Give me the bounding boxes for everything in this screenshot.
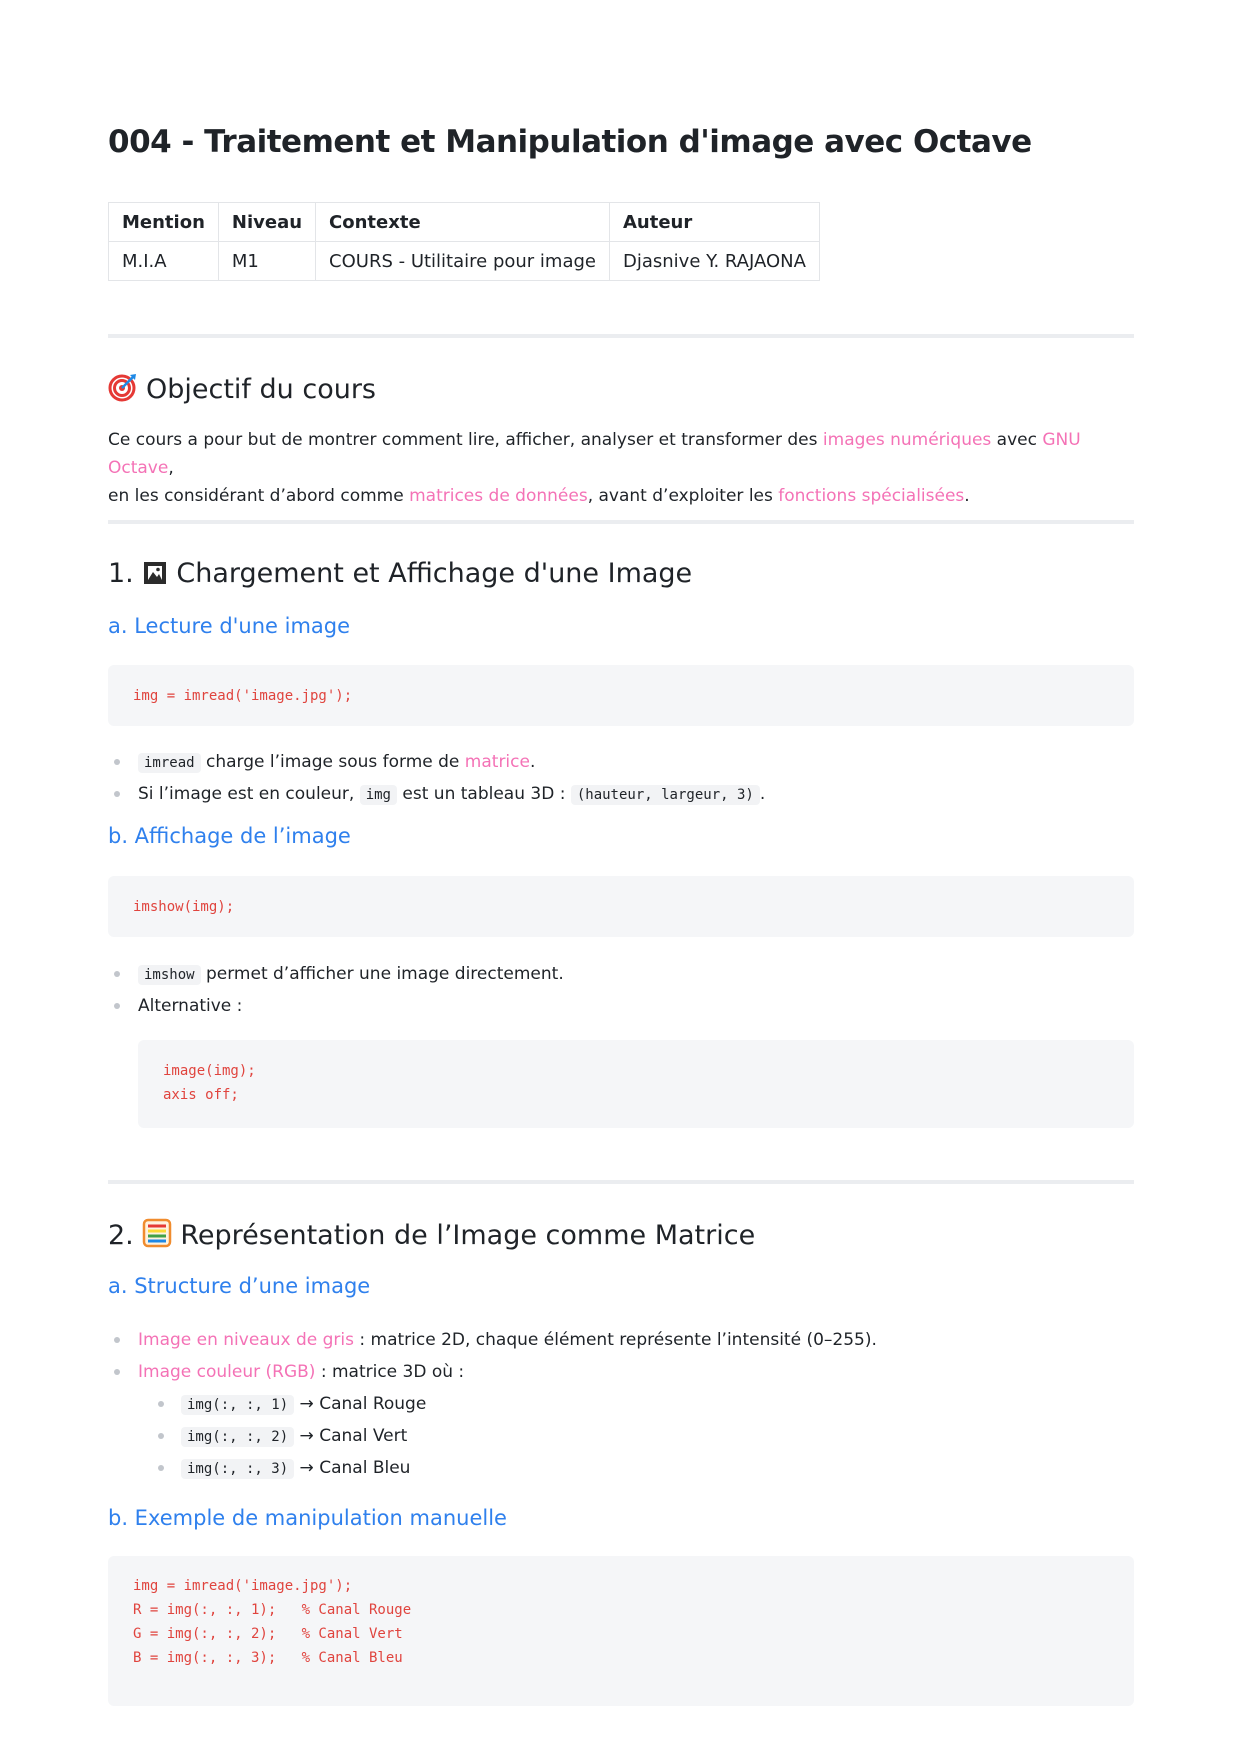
section2-sub-b-heading: b. Exemple de manipulation manuelle — [108, 1506, 507, 1530]
section1-heading-text: Chargement et Affichage d'une Image — [176, 558, 693, 589]
section2-number: 2. — [108, 1220, 134, 1251]
highlight-fonctions-specialisees: fonctions spécialisées — [778, 486, 965, 506]
meta-header-contexte: Contexte — [316, 203, 610, 242]
list-item — [108, 1356, 877, 1484]
meta-table-row — [109, 242, 820, 281]
highlight-matrices-de-donnees: matrices de données — [409, 486, 588, 506]
meta-cell-niveau: M1 — [218, 242, 315, 281]
list-item — [108, 958, 564, 990]
list-item-text: permet d’afficher une image directement. — [200, 964, 564, 984]
section1-heading — [108, 558, 692, 593]
meta-cell-contexte: COURS - Utilitaire pour image — [316, 242, 610, 281]
highlight-niveaux-de-gris: Image en niveaux de gris — [138, 1330, 354, 1350]
list-item-text: Alternative : — [138, 996, 243, 1016]
meta-table-header-row — [109, 203, 820, 242]
list-item — [108, 778, 765, 810]
picture-frame-icon — [142, 560, 168, 593]
code-block-imshow: imshow(img); — [108, 876, 1134, 937]
channel-item-bleu — [108, 1452, 877, 1484]
highlight-images-numeriques: images numériques — [822, 430, 992, 450]
inline-code: img(:, :, 2) — [181, 1427, 294, 1447]
section2-heading — [108, 1218, 755, 1255]
divider — [108, 334, 1134, 338]
meta-cell-mention: M.I.A — [109, 242, 219, 281]
inline-code: img — [360, 785, 397, 805]
section1-number: 1. — [108, 558, 134, 589]
inline-code: img(:, :, 3) — [181, 1459, 294, 1479]
page-title: 004 - Traitement et Manipulation d'image avec Octave — [108, 124, 1032, 160]
divider — [108, 1180, 1134, 1184]
meta-header-mention: Mention — [109, 203, 219, 242]
meta-table — [108, 202, 820, 281]
channel-list — [108, 1388, 877, 1484]
meta-header-niveau: Niveau — [218, 203, 315, 242]
section2-a-bullets — [108, 1324, 877, 1484]
highlight-matrice: matrice — [464, 752, 530, 772]
section1-sub-b-heading: b. Affichage de l’image — [108, 824, 351, 848]
objectif-text: , avant d’exploiter les — [587, 486, 779, 506]
divider — [108, 520, 1134, 524]
objectif-text: , — [168, 458, 174, 478]
list-item-text: → Canal Rouge — [294, 1394, 427, 1414]
objectif-heading-text: Objectif du cours — [146, 374, 377, 405]
inline-code: imshow — [138, 965, 201, 985]
target-icon — [108, 372, 138, 409]
inline-code: imread — [138, 753, 201, 773]
objectif-text: . — [964, 486, 970, 506]
list-item — [108, 746, 765, 778]
section2-sub-a-heading: a. Structure d’une image — [108, 1274, 371, 1298]
objectif-heading — [108, 372, 376, 409]
channel-item-vert — [108, 1420, 877, 1452]
objectif-paragraph — [108, 426, 1134, 510]
list-item-text: : matrice 2D, chaque élément représente l’intensité (0–255). — [353, 1330, 877, 1350]
list-item-text: est un tableau 3D : — [397, 784, 571, 804]
objectif-text: en les considérant d’abord comme — [108, 486, 410, 506]
section1-a-bullets — [108, 746, 765, 810]
list-item — [108, 1324, 877, 1356]
list-item-text: Si l’image est en couleur, — [138, 784, 360, 804]
highlight-gnu-octave: GNU Octave — [108, 430, 1081, 478]
inline-code: (hauteur, largeur, 3) — [571, 785, 760, 805]
objectif-text: Ce cours a pour but de montrer comment lire, afficher, analyser et transformer des — [108, 430, 823, 450]
meta-cell-auteur: Djasnive Y. RAJAONA — [609, 242, 819, 281]
section2-heading-text: Représentation de l’Image comme Matrice — [180, 1220, 756, 1251]
highlight-image-couleur: Image couleur (RGB) — [138, 1362, 316, 1382]
list-item-text: charge l’image sous forme de — [200, 752, 465, 772]
list-item-text: . — [759, 784, 766, 804]
code-block-imread: img = imread('image.jpg'); — [108, 665, 1134, 726]
inline-code: img(:, :, 1) — [181, 1395, 294, 1415]
code-block-channels: img = imread('image.jpg'); R = img(:, :, 1); % Canal Rouge G = img(:, :, 2); % Canal Vert B = img(:, :, 3); % Canal Bleu — [108, 1556, 1134, 1706]
list-item-text: → Canal Bleu — [294, 1458, 411, 1478]
list-item-text: → Canal Vert — [294, 1426, 408, 1446]
list-item-text: . — [529, 752, 536, 772]
list-item — [108, 990, 564, 1022]
objectif-text: avec — [991, 430, 1043, 450]
channel-item-rouge — [108, 1388, 877, 1420]
abacus-icon — [142, 1218, 172, 1255]
section1-sub-a-heading: a. Lecture d'une image — [108, 614, 351, 638]
meta-header-auteur: Auteur — [609, 203, 819, 242]
list-item-text: : matrice 3D où : — [315, 1362, 465, 1382]
section1-b-bullets — [108, 958, 564, 1022]
code-block-alternative: image(img); axis off; — [138, 1040, 1134, 1128]
